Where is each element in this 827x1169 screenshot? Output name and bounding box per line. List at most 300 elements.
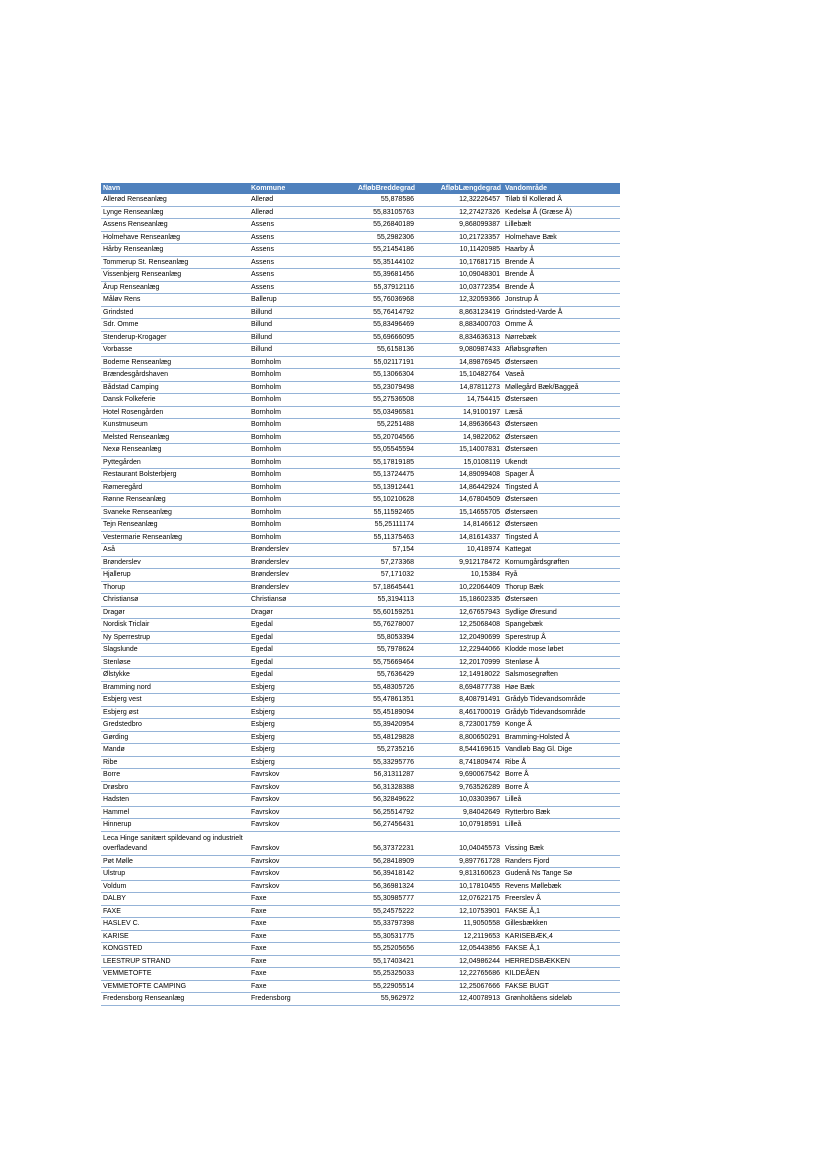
- table-row: [101, 968, 620, 981]
- cell-kommune: Bornholm: [249, 506, 325, 519]
- cell-breddegrad: 55,76036968: [325, 294, 417, 307]
- cell-navn: Drøsbro: [101, 781, 249, 794]
- cell-kommune: Bornholm: [249, 494, 325, 507]
- cell-kommune: Bornholm: [249, 531, 325, 544]
- cell-vandomraade: Tiløb til Kollerød Å: [503, 194, 620, 206]
- cell-navn: Ulstrup: [101, 868, 249, 881]
- cell-laengdegrad: 14,89099408: [417, 469, 503, 482]
- cell-laengdegrad: 9,912178472: [417, 556, 503, 569]
- cell-vandomraade: Gudenå Ns Tange Sø: [503, 868, 620, 881]
- table-row: [101, 481, 620, 494]
- cell-kommune: Esbjerg: [249, 694, 325, 707]
- cell-kommune: Allerød: [249, 194, 325, 206]
- table-row: [101, 344, 620, 357]
- treatment-plant-table: [101, 183, 620, 1006]
- cell-laengdegrad: 10,09048301: [417, 269, 503, 282]
- cell-laengdegrad: 12,04986244: [417, 955, 503, 968]
- cell-navn: Hinnerup: [101, 819, 249, 832]
- cell-kommune: Allerød: [249, 206, 325, 219]
- cell-kommune: Bornholm: [249, 519, 325, 532]
- table-row: [101, 281, 620, 294]
- table-row: [101, 369, 620, 382]
- cell-navn: Holmehave Renseanlæg: [101, 231, 249, 244]
- cell-navn: Dragør: [101, 606, 249, 619]
- cell-laengdegrad: 12,2119653: [417, 930, 503, 943]
- cell-navn: Esbjerg vest: [101, 694, 249, 707]
- cell-laengdegrad: 12,67657943: [417, 606, 503, 619]
- cell-breddegrad: 56,36981324: [325, 880, 417, 893]
- cell-breddegrad: 55,10210628: [325, 494, 417, 507]
- cell-laengdegrad: 12,40078913: [417, 993, 503, 1006]
- table-row: [101, 531, 620, 544]
- cell-laengdegrad: 9,080987433: [417, 344, 503, 357]
- table-row: [101, 706, 620, 719]
- cell-navn: Melsted Renseanlæg: [101, 431, 249, 444]
- table-row: [101, 444, 620, 457]
- table-row: [101, 544, 620, 557]
- cell-vandomraade: Læså: [503, 406, 620, 419]
- cell-kommune: Egedal: [249, 656, 325, 669]
- table-row: [101, 469, 620, 482]
- cell-laengdegrad: 9,763526289: [417, 781, 503, 794]
- cell-laengdegrad: 15,14007831: [417, 444, 503, 457]
- cell-kommune: Bornholm: [249, 406, 325, 419]
- cell-kommune: Faxe: [249, 905, 325, 918]
- cell-navn: Hadsten: [101, 794, 249, 807]
- cell-laengdegrad: 11,9050558: [417, 918, 503, 931]
- table-row: [101, 868, 620, 881]
- cell-kommune: Bornholm: [249, 456, 325, 469]
- table-row: [101, 769, 620, 782]
- cell-laengdegrad: 12,27427326: [417, 206, 503, 219]
- cell-navn: KONGSTED: [101, 943, 249, 956]
- table-row: [101, 855, 620, 868]
- cell-laengdegrad: 12,32059366: [417, 294, 503, 307]
- table-row: [101, 606, 620, 619]
- cell-breddegrad: 55,47861351: [325, 694, 417, 707]
- cell-kommune: Assens: [249, 244, 325, 257]
- table-row: [101, 656, 620, 669]
- cell-navn: Tejn Renseanlæg: [101, 519, 249, 532]
- cell-vandomraade: Høe Bæk: [503, 681, 620, 694]
- cell-breddegrad: 56,37372231: [325, 831, 417, 855]
- cell-navn: Stenløse: [101, 656, 249, 669]
- cell-vandomraade: Østersøen: [503, 594, 620, 607]
- cell-laengdegrad: 10,04045573: [417, 831, 503, 855]
- cell-kommune: Favrskov: [249, 819, 325, 832]
- table-row: [101, 694, 620, 707]
- table-row: [101, 930, 620, 943]
- cell-breddegrad: 55,39681456: [325, 269, 417, 282]
- table-row: [101, 569, 620, 582]
- cell-kommune: Assens: [249, 281, 325, 294]
- cell-breddegrad: 55,25205656: [325, 943, 417, 956]
- cell-breddegrad: 55,25111174: [325, 519, 417, 532]
- cell-vandomraade: Grindsted-Varde Å: [503, 306, 620, 319]
- table-row: [101, 731, 620, 744]
- table-row: [101, 644, 620, 657]
- cell-laengdegrad: 12,05443856: [417, 943, 503, 956]
- cell-navn: Allerød Renseanlæg: [101, 194, 249, 206]
- cell-breddegrad: 55,45189094: [325, 706, 417, 719]
- cell-navn: Ølstykke: [101, 669, 249, 682]
- cell-vandomraade: KARISEBÆK,4: [503, 930, 620, 943]
- cell-navn: Christiansø: [101, 594, 249, 607]
- header-kommune: Kommune: [249, 183, 325, 194]
- cell-laengdegrad: 10,15384: [417, 569, 503, 582]
- cell-vandomraade: Nørrebæk: [503, 331, 620, 344]
- cell-kommune: Faxe: [249, 955, 325, 968]
- cell-kommune: Egedal: [249, 631, 325, 644]
- cell-laengdegrad: 14,86442924: [417, 481, 503, 494]
- cell-laengdegrad: 12,32226457: [417, 194, 503, 206]
- cell-breddegrad: 56,25514792: [325, 806, 417, 819]
- cell-navn: Borre: [101, 769, 249, 782]
- cell-navn: Assens Renseanlæg: [101, 219, 249, 232]
- table-row: [101, 943, 620, 956]
- cell-vandomraade: HERREDSBÆKKEN: [503, 955, 620, 968]
- table-row: [101, 206, 620, 219]
- cell-navn: KARISE: [101, 930, 249, 943]
- table-row: [101, 331, 620, 344]
- cell-navn: Gørding: [101, 731, 249, 744]
- cell-navn: Gredstedbro: [101, 719, 249, 732]
- cell-kommune: Bornholm: [249, 469, 325, 482]
- cell-breddegrad: 55,39420954: [325, 719, 417, 732]
- cell-vandomraade: Bramming-Holsted Å: [503, 731, 620, 744]
- cell-vandomraade: Lillebælt: [503, 219, 620, 232]
- cell-kommune: Favrskov: [249, 769, 325, 782]
- cell-kommune: Bornholm: [249, 369, 325, 382]
- cell-laengdegrad: 8,863123419: [417, 306, 503, 319]
- table-row: [101, 893, 620, 906]
- table-row: [101, 831, 620, 855]
- cell-breddegrad: 55,7636429: [325, 669, 417, 682]
- cell-laengdegrad: 15,0108119: [417, 456, 503, 469]
- table-row: [101, 194, 620, 206]
- cell-navn: Aså: [101, 544, 249, 557]
- cell-breddegrad: 55,02117191: [325, 356, 417, 369]
- cell-vandomraade: Rytterbro Bæk: [503, 806, 620, 819]
- cell-kommune: Assens: [249, 219, 325, 232]
- cell-kommune: Faxe: [249, 918, 325, 931]
- cell-kommune: Bornholm: [249, 356, 325, 369]
- cell-breddegrad: 55,83496469: [325, 319, 417, 332]
- table-row: [101, 794, 620, 807]
- cell-kommune: Assens: [249, 231, 325, 244]
- cell-laengdegrad: 14,67804509: [417, 494, 503, 507]
- cell-kommune: Esbjerg: [249, 706, 325, 719]
- cell-laengdegrad: 15,18602335: [417, 594, 503, 607]
- table-row: [101, 594, 620, 607]
- cell-kommune: Faxe: [249, 930, 325, 943]
- cell-kommune: Esbjerg: [249, 756, 325, 769]
- cell-navn: Vorbasse: [101, 344, 249, 357]
- table-row: [101, 980, 620, 993]
- cell-vandomraade: FAKSE Å,1: [503, 943, 620, 956]
- cell-breddegrad: 56,32849622: [325, 794, 417, 807]
- table-row: [101, 681, 620, 694]
- cell-navn: Bådstad Camping: [101, 381, 249, 394]
- cell-breddegrad: 57,18645441: [325, 581, 417, 594]
- cell-vandomraade: Randers Fjord: [503, 855, 620, 868]
- cell-vandomraade: Thorup Bæk: [503, 581, 620, 594]
- cell-breddegrad: 55,76278007: [325, 619, 417, 632]
- cell-laengdegrad: 12,25068408: [417, 619, 503, 632]
- cell-laengdegrad: 8,834636313: [417, 331, 503, 344]
- cell-kommune: Favrskov: [249, 794, 325, 807]
- cell-vandomraade: Tingsted Å: [503, 481, 620, 494]
- cell-vandomraade: Jonstrup Å: [503, 294, 620, 307]
- cell-breddegrad: 56,28418909: [325, 855, 417, 868]
- table-row: [101, 819, 620, 832]
- cell-navn: Dansk Folkeferie: [101, 394, 249, 407]
- cell-vandomraade: Grønholtåens sideløb: [503, 993, 620, 1006]
- cell-breddegrad: 55,17819185: [325, 456, 417, 469]
- cell-kommune: Bornholm: [249, 419, 325, 432]
- cell-vandomraade: Stenløse Å: [503, 656, 620, 669]
- cell-navn: Tommerup St. Renseanlæg: [101, 256, 249, 269]
- cell-kommune: Esbjerg: [249, 744, 325, 757]
- cell-navn: Pøt Mølle: [101, 855, 249, 868]
- cell-navn: Nordisk Triclair: [101, 619, 249, 632]
- cell-kommune: Billund: [249, 331, 325, 344]
- table-row: [101, 406, 620, 419]
- cell-navn: Leca Hinge sanitært spildevand og industrielt overfladevand: [101, 831, 249, 855]
- cell-vandomraade: Brende Å: [503, 256, 620, 269]
- cell-breddegrad: 55,76414792: [325, 306, 417, 319]
- cell-navn: Esbjerg øst: [101, 706, 249, 719]
- cell-breddegrad: 57,273368: [325, 556, 417, 569]
- table-row: [101, 431, 620, 444]
- cell-laengdegrad: 9,84042649: [417, 806, 503, 819]
- cell-vandomraade: Vandløb Bag Gl. Dige: [503, 744, 620, 757]
- cell-navn: Ny Sperrestrup: [101, 631, 249, 644]
- cell-vandomraade: Østersøen: [503, 431, 620, 444]
- cell-vandomraade: Borre Å: [503, 769, 620, 782]
- cell-laengdegrad: 12,22944066: [417, 644, 503, 657]
- cell-kommune: Christiansø: [249, 594, 325, 607]
- cell-laengdegrad: 10,17681715: [417, 256, 503, 269]
- table-header-row: [101, 183, 620, 194]
- cell-kommune: Dragør: [249, 606, 325, 619]
- cell-vandomraade: Grådyb Tidevandsområde: [503, 706, 620, 719]
- cell-breddegrad: 55,878586: [325, 194, 417, 206]
- cell-breddegrad: 55,8053394: [325, 631, 417, 644]
- cell-navn: Brønderslev: [101, 556, 249, 569]
- table-row: [101, 394, 620, 407]
- cell-kommune: Favrskov: [249, 880, 325, 893]
- cell-navn: Ribe: [101, 756, 249, 769]
- cell-breddegrad: 55,3194113: [325, 594, 417, 607]
- cell-navn: HASLEV C.: [101, 918, 249, 931]
- cell-breddegrad: 55,20704566: [325, 431, 417, 444]
- cell-kommune: Favrskov: [249, 781, 325, 794]
- table-row: [101, 419, 620, 432]
- cell-breddegrad: 55,13724475: [325, 469, 417, 482]
- cell-vandomraade: Haarby Å: [503, 244, 620, 257]
- cell-breddegrad: 55,30985777: [325, 893, 417, 906]
- cell-navn: FAXE: [101, 905, 249, 918]
- cell-vandomraade: Tingsted Å: [503, 531, 620, 544]
- cell-kommune: Bornholm: [249, 381, 325, 394]
- cell-vandomraade: Lilleå: [503, 794, 620, 807]
- cell-breddegrad: 55,962972: [325, 993, 417, 1006]
- table-row: [101, 993, 620, 1006]
- table-row: [101, 494, 620, 507]
- cell-laengdegrad: 8,461700019: [417, 706, 503, 719]
- cell-vandomraade: Ryå: [503, 569, 620, 582]
- table-row: [101, 556, 620, 569]
- cell-breddegrad: 55,24575222: [325, 905, 417, 918]
- cell-navn: Fredensborg Renseanlæg: [101, 993, 249, 1006]
- table-row: [101, 631, 620, 644]
- cell-navn: Vestermarie Renseanlæg: [101, 531, 249, 544]
- cell-breddegrad: 55,30531775: [325, 930, 417, 943]
- table-row: [101, 294, 620, 307]
- cell-vandomraade: Kattegat: [503, 544, 620, 557]
- cell-vandomraade: Østersøen: [503, 444, 620, 457]
- cell-vandomraade: FAKSE BUGT: [503, 980, 620, 993]
- cell-laengdegrad: 14,9822062: [417, 431, 503, 444]
- cell-breddegrad: 55,13066304: [325, 369, 417, 382]
- cell-breddegrad: 55,2982306: [325, 231, 417, 244]
- cell-breddegrad: 55,48129828: [325, 731, 417, 744]
- cell-breddegrad: 56,31328388: [325, 781, 417, 794]
- cell-laengdegrad: 14,8146612: [417, 519, 503, 532]
- cell-navn: Svaneke Renseanlæg: [101, 506, 249, 519]
- header-navn: Navn: [101, 183, 249, 194]
- cell-breddegrad: 55,03496581: [325, 406, 417, 419]
- cell-kommune: Egedal: [249, 619, 325, 632]
- cell-breddegrad: 55,11592465: [325, 506, 417, 519]
- cell-kommune: Esbjerg: [249, 731, 325, 744]
- cell-navn: Vissenbjerg Renseanlæg: [101, 269, 249, 282]
- table-row: [101, 719, 620, 732]
- cell-navn: Slagslunde: [101, 644, 249, 657]
- table-row: [101, 905, 620, 918]
- cell-kommune: Billund: [249, 344, 325, 357]
- cell-vandomraade: Møllegård Bæk/Baggeå: [503, 381, 620, 394]
- cell-vandomraade: Klodde mose løbet: [503, 644, 620, 657]
- cell-navn: LEESTRUP STRAND: [101, 955, 249, 968]
- cell-breddegrad: 55,05545594: [325, 444, 417, 457]
- cell-laengdegrad: 12,25067666: [417, 980, 503, 993]
- cell-laengdegrad: 8,883400703: [417, 319, 503, 332]
- table-row: [101, 456, 620, 469]
- cell-navn: Thorup: [101, 581, 249, 594]
- cell-kommune: Bornholm: [249, 481, 325, 494]
- cell-kommune: Faxe: [249, 980, 325, 993]
- cell-laengdegrad: 12,20170999: [417, 656, 503, 669]
- cell-laengdegrad: 10,21723357: [417, 231, 503, 244]
- cell-vandomraade: Ukendt: [503, 456, 620, 469]
- cell-vandomraade: Grådyb Tidevandsområde: [503, 694, 620, 707]
- cell-navn: Årup Renseanlæg: [101, 281, 249, 294]
- cell-kommune: Faxe: [249, 943, 325, 956]
- cell-breddegrad: 55,13912441: [325, 481, 417, 494]
- cell-kommune: Brønderslev: [249, 569, 325, 582]
- cell-navn: Rømeregård: [101, 481, 249, 494]
- cell-kommune: Brønderslev: [249, 556, 325, 569]
- cell-laengdegrad: 10,11420985: [417, 244, 503, 257]
- table-row: [101, 918, 620, 931]
- cell-breddegrad: 57,171032: [325, 569, 417, 582]
- cell-breddegrad: 55,17403421: [325, 955, 417, 968]
- cell-laengdegrad: 12,22765686: [417, 968, 503, 981]
- cell-kommune: Favrskov: [249, 831, 325, 855]
- cell-breddegrad: 56,27456431: [325, 819, 417, 832]
- cell-laengdegrad: 10,22064409: [417, 581, 503, 594]
- cell-vandomraade: Borre Å: [503, 781, 620, 794]
- table-row: [101, 381, 620, 394]
- cell-navn: Voldum: [101, 880, 249, 893]
- cell-kommune: Esbjerg: [249, 719, 325, 732]
- cell-breddegrad: 55,33797398: [325, 918, 417, 931]
- cell-kommune: Bornholm: [249, 431, 325, 444]
- cell-vandomraade: Kedelsø Å (Græse Å): [503, 206, 620, 219]
- cell-laengdegrad: 9,868099387: [417, 219, 503, 232]
- cell-breddegrad: 55,7978624: [325, 644, 417, 657]
- cell-vandomraade: Sperestrup Å: [503, 631, 620, 644]
- cell-laengdegrad: 15,10482764: [417, 369, 503, 382]
- cell-laengdegrad: 14,89876945: [417, 356, 503, 369]
- cell-breddegrad: 55,35144102: [325, 256, 417, 269]
- cell-navn: Måløv Rens: [101, 294, 249, 307]
- cell-vandomraade: KILDEÅEN: [503, 968, 620, 981]
- cell-navn: Kunstmuseum: [101, 419, 249, 432]
- cell-breddegrad: 55,33295776: [325, 756, 417, 769]
- cell-vandomraade: Omme Å: [503, 319, 620, 332]
- cell-navn: Rønne Renseanlæg: [101, 494, 249, 507]
- cell-breddegrad: 55,75669464: [325, 656, 417, 669]
- cell-kommune: Assens: [249, 256, 325, 269]
- cell-navn: Sdr. Omme: [101, 319, 249, 332]
- cell-breddegrad: 57,154: [325, 544, 417, 557]
- cell-breddegrad: 55,60159251: [325, 606, 417, 619]
- cell-vandomraade: Ribe Å: [503, 756, 620, 769]
- cell-breddegrad: 55,6158136: [325, 344, 417, 357]
- cell-laengdegrad: 10,17810455: [417, 880, 503, 893]
- cell-laengdegrad: 8,800650291: [417, 731, 503, 744]
- table-row: [101, 506, 620, 519]
- table-row: [101, 244, 620, 257]
- cell-breddegrad: 55,83105763: [325, 206, 417, 219]
- cell-laengdegrad: 8,694877738: [417, 681, 503, 694]
- cell-kommune: Brønderslev: [249, 581, 325, 594]
- cell-navn: Stenderup-Krogager: [101, 331, 249, 344]
- cell-vandomraade: Kornumgårdsgrøften: [503, 556, 620, 569]
- table-row: [101, 581, 620, 594]
- header-breddegrad: AfløbBreddegrad: [325, 183, 417, 194]
- cell-breddegrad: 55,11375463: [325, 531, 417, 544]
- cell-vandomraade: Lilleå: [503, 819, 620, 832]
- cell-vandomraade: Østersøen: [503, 356, 620, 369]
- cell-kommune: Bornholm: [249, 394, 325, 407]
- cell-laengdegrad: 12,20490699: [417, 631, 503, 644]
- cell-breddegrad: 55,26840189: [325, 219, 417, 232]
- cell-kommune: Billund: [249, 319, 325, 332]
- cell-laengdegrad: 9,690067542: [417, 769, 503, 782]
- cell-kommune: Egedal: [249, 644, 325, 657]
- cell-kommune: Fredensborg: [249, 993, 325, 1006]
- cell-laengdegrad: 8,723001759: [417, 719, 503, 732]
- header-laengdegrad: AfløbLængdegrad: [417, 183, 503, 194]
- cell-breddegrad: 55,21454186: [325, 244, 417, 257]
- cell-laengdegrad: 10,03303967: [417, 794, 503, 807]
- cell-laengdegrad: 12,10753901: [417, 905, 503, 918]
- cell-vandomraade: Østersøen: [503, 519, 620, 532]
